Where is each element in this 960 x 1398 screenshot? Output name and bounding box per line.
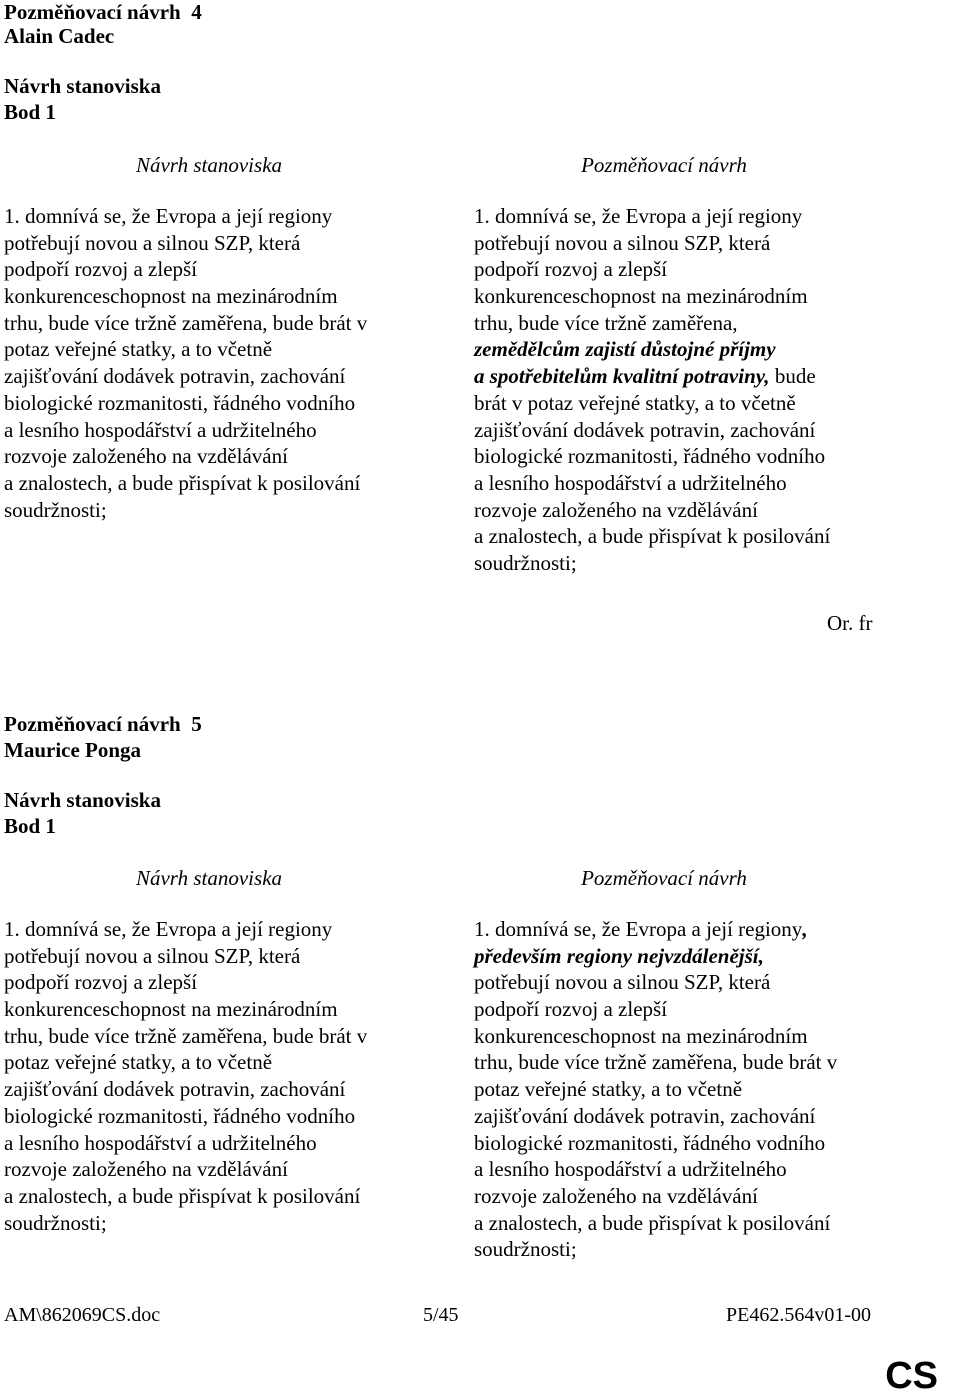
text-line <box>474 916 914 943</box>
text-span: a lesního hospodářství a udržitelného <box>474 470 787 495</box>
text-line: konkurenceschopnost na mezinárodním <box>4 284 338 309</box>
text-span: potřebují novou a silnou SZP, která <box>474 970 771 995</box>
text-line <box>474 550 914 577</box>
footer-page-number: 5/45 <box>423 1304 459 1326</box>
text-span: a znalostech, a bude přispívat k posilování <box>474 524 831 549</box>
text-span: zajišťování dodávek potravin, zachování <box>474 417 816 442</box>
text-line: zajišťování dodávek potravin, zachování <box>4 1077 346 1102</box>
text-line <box>474 1210 914 1237</box>
text-line: biologické rozmanitosti, řádného vodního <box>4 390 356 415</box>
text-line: podpoří rozvoj a zlepší <box>4 970 198 995</box>
text-line <box>474 310 914 337</box>
amended-text-span: , <box>802 917 808 941</box>
footer-pe-ref: PE462.564v01-00 <box>726 1304 871 1326</box>
text-line <box>474 203 914 230</box>
text-span: podpoří rozvoj a zlepší <box>474 257 668 282</box>
text-span: zemědělcům zajistí důstojné příjmy <box>474 337 776 362</box>
text-line: 1. domnívá se, že Evropa a její regiony <box>4 204 333 228</box>
amendment-5-right-header: Pozměňovací návrh <box>581 866 747 890</box>
text-span: biologické rozmanitosti, řádného vodního <box>474 444 826 469</box>
text-line: soudržnosti; <box>4 1210 107 1235</box>
footer-language-code: CS <box>885 1355 938 1397</box>
text-line <box>474 417 914 444</box>
amendment-5-amended-text <box>474 916 914 1263</box>
text-line: trhu, bude více tržně zaměřena, bude brát v <box>4 1023 368 1048</box>
amendment-number: 4 <box>191 0 202 24</box>
text-line <box>474 390 914 417</box>
amended-text-line <box>474 336 914 363</box>
text-span: konkurenceschopnost na mezinárodním <box>474 284 808 309</box>
text-span: a znalostech, a bude přispívat k posilování <box>474 1210 831 1235</box>
text-line <box>474 443 914 470</box>
text-line: a znalostech, a bude přispívat k posilování <box>4 1183 361 1208</box>
text-span: konkurenceschopnost na mezinárodním <box>474 1023 808 1048</box>
text-line: potaz veřejné statky, a to včetně <box>4 1050 273 1075</box>
amendment-5-original-text <box>4 916 444 1236</box>
text-line <box>474 283 914 310</box>
amended-text-line <box>474 943 914 970</box>
text-span: 1. domnívá se, že Evropa a její regiony <box>474 204 803 228</box>
text-span: bude <box>769 364 816 389</box>
text-line <box>474 523 914 550</box>
amended-text-line <box>474 363 914 390</box>
text-line <box>474 1076 914 1103</box>
text-line <box>474 1023 914 1050</box>
text-span: především regiony nejvzdálenější, <box>474 943 764 968</box>
amendment-4-heading <box>4 0 202 25</box>
text-line: biologické rozmanitosti, řádného vodního <box>4 1103 356 1128</box>
text-line: trhu, bude více tržně zaměřena, bude brát v <box>4 310 368 335</box>
text-span: rozvoje založeného na vzdělávání <box>474 497 758 522</box>
text-line <box>474 1156 914 1183</box>
text-line <box>474 1103 914 1130</box>
text-line <box>474 1130 914 1157</box>
text-span: zajišťování dodávek potravin, zachování <box>474 1103 816 1128</box>
amendment-4-doc-type: Návrh stanoviska <box>4 74 161 98</box>
text-span: a spotřebitelům kvalitní potraviny, <box>474 364 770 389</box>
text-line: rozvoje založeného na vzdělávání <box>4 444 288 469</box>
original-language: Or. fr <box>827 611 873 635</box>
text-line <box>474 256 914 283</box>
text-span: brát v potaz veřejné statky, a to včetně <box>474 390 796 415</box>
text-line: potřebují novou a silnou SZP, která <box>4 943 301 968</box>
text-line: zajišťování dodávek potravin, zachování <box>4 364 346 389</box>
text-span: 1. domnívá se, že Evropa a její regiony <box>474 917 803 941</box>
text-span: biologické rozmanitosti, řádného vodního <box>474 1130 826 1155</box>
footer-doc-ref: AM\862069CS.doc <box>4 1304 161 1326</box>
text-line <box>474 470 914 497</box>
amendment-4-amended-text <box>474 203 914 577</box>
amendment-5-author: Maurice Ponga <box>4 738 142 762</box>
amendment-5-point: Bod 1 <box>4 814 56 838</box>
text-line: a znalostech, a bude přispívat k posilování <box>4 470 361 495</box>
amendment-heading-label: Pozměňovací návrh <box>4 712 181 736</box>
text-span: podpoří rozvoj a zlepší <box>474 997 668 1022</box>
text-line <box>474 1236 914 1263</box>
text-span: trhu, bude více tržně zaměřena, <box>474 310 738 335</box>
text-span: soudržnosti; <box>474 1237 577 1262</box>
text-line: rozvoje založeného na vzdělávání <box>4 1157 288 1182</box>
amendment-number: 5 <box>191 712 202 736</box>
amendment-4-original-text <box>4 203 444 523</box>
text-span: rozvoje založeného na vzdělávání <box>474 1183 758 1208</box>
text-span: potaz veřejné statky, a to včetně <box>474 1077 743 1102</box>
text-line: potřebují novou a silnou SZP, která <box>4 230 301 255</box>
text-span: potřebují novou a silnou SZP, která <box>474 230 771 255</box>
text-line: a lesního hospodářství a udržitelného <box>4 417 317 442</box>
text-span: trhu, bude více tržně zaměřena, bude brát v <box>474 1050 838 1075</box>
text-span: a lesního hospodářství a udržitelného <box>474 1157 787 1182</box>
text-line <box>474 996 914 1023</box>
text-line: soudržnosti; <box>4 497 107 522</box>
text-line <box>474 1049 914 1076</box>
amendment-4-right-header: Pozměňovací návrh <box>581 153 747 177</box>
text-line <box>474 1183 914 1210</box>
text-line: a lesního hospodářství a udržitelného <box>4 1130 317 1155</box>
amendment-heading-label: Pozměňovací návrh <box>4 0 181 24</box>
text-line: potaz veřejné statky, a to včetně <box>4 337 273 362</box>
text-line <box>474 969 914 996</box>
amendment-4-point: Bod 1 <box>4 100 56 124</box>
text-span: soudržnosti; <box>474 550 577 575</box>
amendment-4-left-header: Návrh stanoviska <box>135 153 283 177</box>
amendment-5-doc-type: Návrh stanoviska <box>4 788 161 812</box>
amendment-4-author: Alain Cadec <box>4 24 115 48</box>
amendment-5-heading <box>4 712 202 737</box>
text-line: konkurenceschopnost na mezinárodním <box>4 997 338 1022</box>
text-line <box>474 497 914 524</box>
text-line <box>474 230 914 257</box>
text-line: podpoří rozvoj a zlepší <box>4 257 198 282</box>
amendment-5-left-header: Návrh stanoviska <box>135 866 283 890</box>
text-line: 1. domnívá se, že Evropa a její regiony <box>4 917 333 941</box>
